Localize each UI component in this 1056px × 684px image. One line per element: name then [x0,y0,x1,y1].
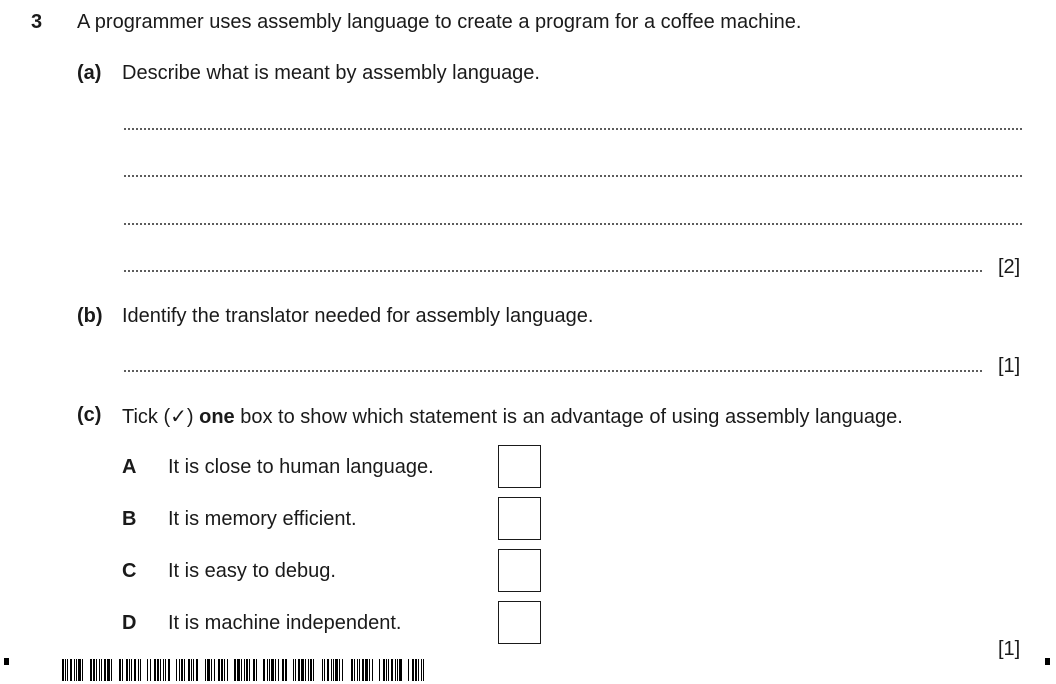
question-number: 3 [31,11,43,33]
option-d-text: It is machine independent. [168,612,402,634]
barcode-image [62,659,424,681]
question-stem: A programmer uses assembly language to create a program for a coffee machine. [77,11,802,33]
option-c-tick-box[interactable] [498,549,541,592]
option-b-text: It is memory efficient. [168,508,357,530]
answer-line-a3[interactable] [123,223,1022,225]
part-a-text: Describe what is meant by assembly language. [122,62,540,84]
option-d-tick-box[interactable] [498,601,541,644]
part-c-instruction [122,404,903,429]
part-c-text-bold: one [199,406,235,428]
option-a-text: It is close to human language. [168,456,434,478]
option-b-tick-box[interactable] [498,497,541,540]
option-c-letter: C [122,560,137,582]
part-a-label: (a) [77,62,102,84]
option-a-letter: A [122,456,137,478]
registration-mark-right [1045,658,1050,665]
answer-line-a1[interactable] [123,128,1022,130]
part-c-label: (c) [77,404,102,426]
part-a-marks: [2] [998,256,1021,278]
option-c-text: It is easy to debug. [168,560,336,582]
answer-line-b1[interactable] [123,370,984,372]
part-c-marks: [1] [998,638,1021,660]
answer-line-a2[interactable] [123,175,1022,177]
option-d-letter: D [122,612,137,634]
option-a-tick-box[interactable] [498,445,541,488]
part-c-text-before: Tick (✓) [122,406,200,428]
part-b-marks: [1] [998,355,1021,377]
part-c-text-after: box to show which statement is an advantage of using assembly language. [234,406,903,428]
part-b-label: (b) [77,305,103,327]
part-b-text: Identify the translator needed for assembly language. [122,305,594,327]
answer-line-a4[interactable] [123,270,984,272]
option-b-letter: B [122,508,137,530]
registration-mark-left [4,658,9,665]
